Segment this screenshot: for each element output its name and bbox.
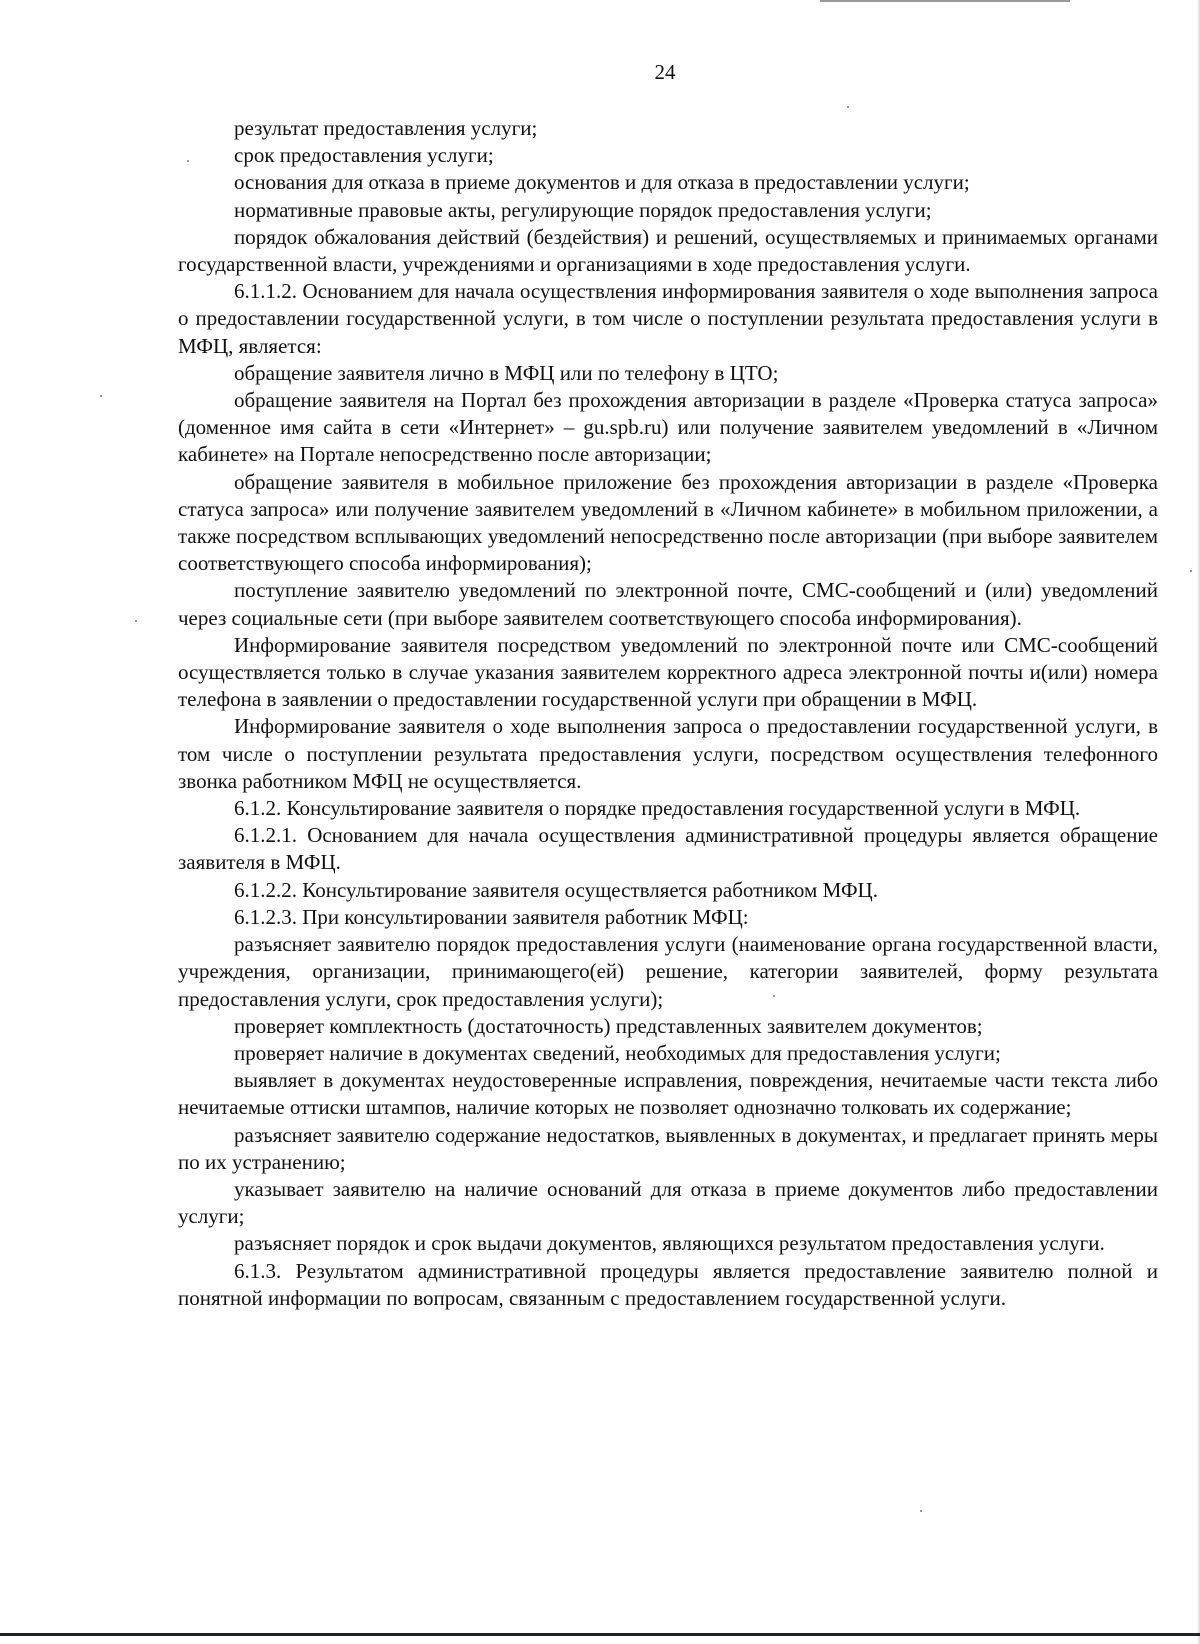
page-number: 24	[654, 60, 676, 84]
paragraph: обращение заявителя лично в МФЦ или по телефону в ЦТО;	[234, 360, 779, 385]
paragraph: Информирование заявителя посредством уведомлений по электронной почте или СМС-сообщений осуществляется только в случае указания заявителем корректного адреса электронной почты и(или) номера телефона в заявлении о предоставлении государственной услуги при обращении в МФЦ.	[178, 632, 1158, 712]
paragraph: проверяет наличие в документах сведений, необходимых для предоставления услуги;	[234, 1040, 1001, 1065]
scan-speck	[847, 106, 849, 108]
paragraph: 6.1.2.2. Консультирование заявителя осуществляется работником МФЦ.	[234, 877, 878, 902]
paragraph: порядок обжалования действий (бездействия) и решений, осуществляемых и принимаемых органами государственной власти, учреждениями и организациями в ходе предоставления услуги.	[178, 224, 1158, 277]
paragraph: нормативные правовые акты, регулирующие порядок предоставления услуги;	[234, 197, 932, 222]
paragraph: основания для отказа в приеме документов и для отказа в предоставлении услуги;	[234, 170, 970, 195]
paragraph: Информирование заявителя о ходе выполнения запроса о предоставлении государственной услуги, в том числе о поступлении результата предоставления услуги, посредством осуществления телефонного звонка работником МФЦ не осуществляется.	[178, 714, 1158, 793]
paragraph: результат предоставления услуги;	[234, 116, 538, 140]
paragraph: обращение заявителя на Портал без прохождения авторизации в разделе «Проверка статуса запроса» (доменное имя сайта в сети «Интернет» – gu.spb.ru) или получение заявителем уведомлений в «Личном кабинете» на Портале непосредственно после авторизации;	[178, 388, 1158, 467]
paragraph: 6.1.2.3. При консультировании заявителя работник МФЦ:	[234, 904, 749, 929]
paragraph: 6.1.2.1. Основанием для начала осуществления административной процедуры является обращение заявителя в МФЦ.	[178, 823, 1158, 875]
scan-artifact-bottom	[0, 1633, 1200, 1636]
scan-speck	[100, 395, 102, 397]
paragraph: поступление заявителю уведомлений по электронной почте, СМС-сообщений и (или) уведомлений через социальные сети (при выборе заявителем соответствующего способа информирования).	[178, 578, 1158, 630]
paragraph: 6.1.1.2. Основанием для начала осуществления информирования заявителя о ходе выполнения запроса о предоставлении государственной услуги, в том числе о поступлении результата предоставления услуги в МФЦ, является:	[178, 279, 1158, 358]
paragraph: выявляет в документах неудостоверенные исправления, повреждения, нечитаемые части текста либо нечитаемые оттиски штампов, наличие которых не позволяет однозначно толковать их содержание;	[178, 1068, 1158, 1120]
paragraph: разъясняет заявителю содержание недостатков, выявленных в документах, и предлагает принять меры по их устранению;	[178, 1122, 1158, 1174]
paragraph: 6.1.3. Результатом административной процедуры является предоставление заявителю полной и понятной информации по вопросам, связанным с предоставлением государственной услуги.	[178, 1258, 1158, 1310]
paragraph: срок предоставления услуги;	[234, 143, 494, 168]
scan-speck	[920, 1510, 922, 1512]
scan-speck	[135, 620, 137, 622]
document-body	[178, 115, 1158, 1312]
scan-artifact-top	[820, 0, 1070, 2]
scan-speck	[1190, 570, 1192, 572]
paragraph: указывает заявителю на наличие оснований для отказа в приеме документов либо предоставлении услуги;	[178, 1176, 1158, 1229]
paragraph: обращение заявителя в мобильное приложение без прохождения авторизации в разделе «Проверка статуса запроса» или получение заявителем уведомлений в «Личном кабинете» в мобильном приложении, а также посредством всплывающих уведомлений непосредственно после авторизации (при выборе заявителем соответствующего способа информирования);	[178, 469, 1158, 576]
paragraph: разъясняет заявителю порядок предоставления услуги (наименование органа государственной власти, учреждения, организации, принимающего(ей) решение, категории заявителей, форму результата предоставления услуги, срок предоставления услуги);	[178, 932, 1158, 1011]
paragraph: проверяет комплектность (достаточность) представленных заявителем документов;	[234, 1013, 983, 1038]
paragraph: 6.1.2. Консультирование заявителя о порядке предоставления государственной услуги в МФЦ.	[234, 796, 1081, 821]
paragraph: разъясняет порядок и срок выдачи документов, являющихся результатом предоставления услуги.	[234, 1231, 1105, 1256]
